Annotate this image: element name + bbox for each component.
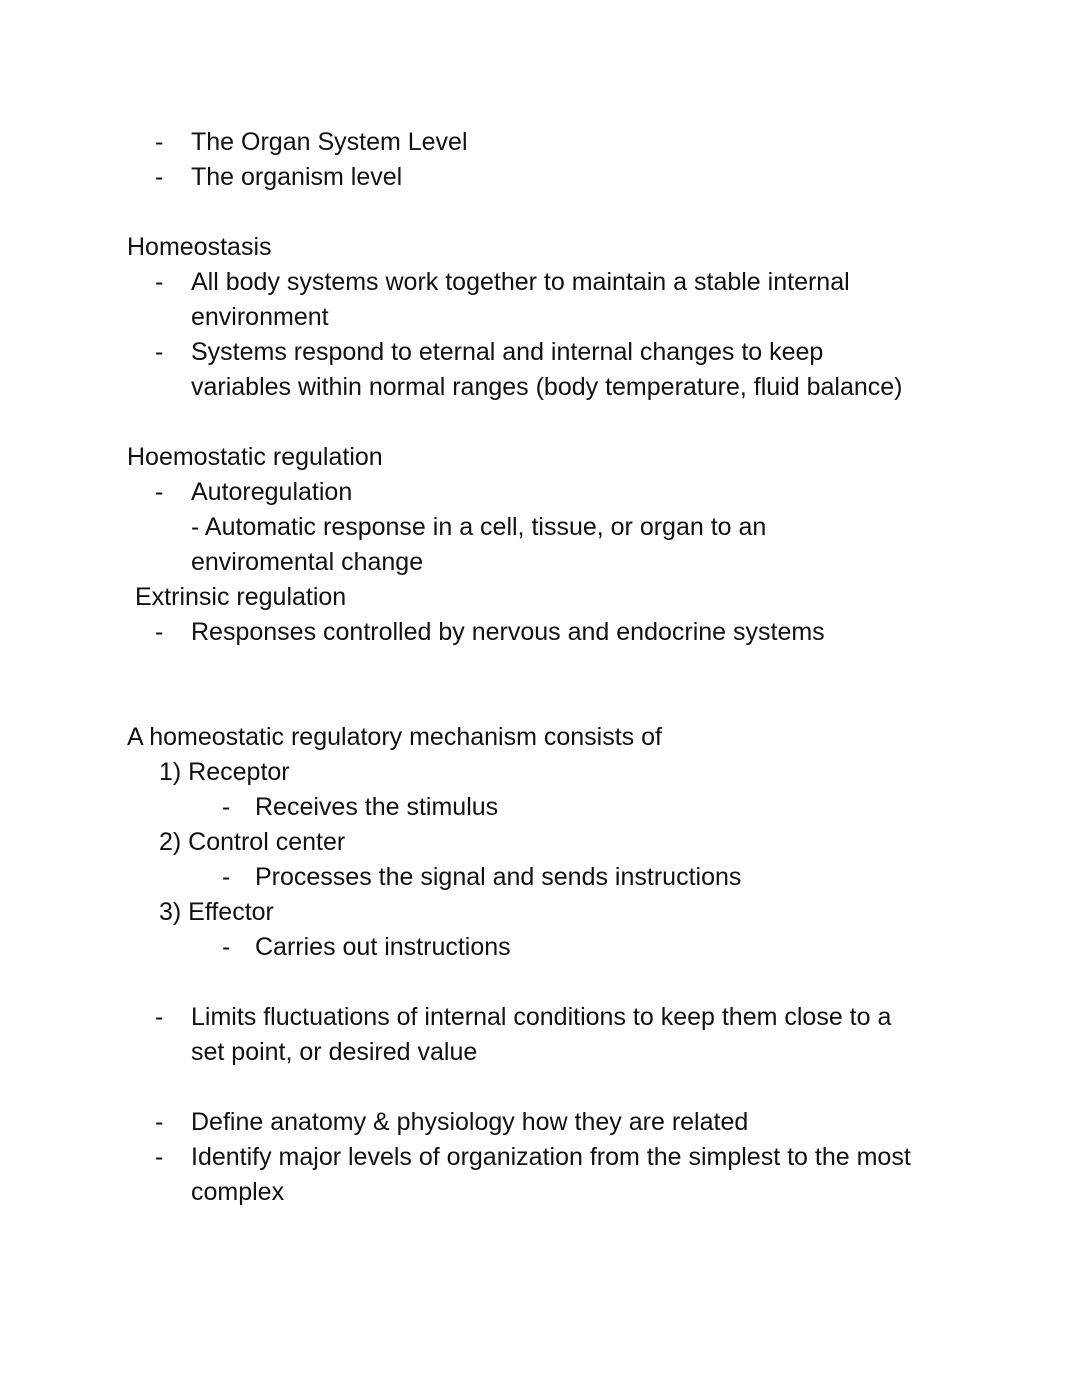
mechanism-step-control-center-desc: Processes the signal and sends instructions xyxy=(255,863,742,891)
bullet-dash: - xyxy=(155,1003,164,1031)
bullet-dash: - xyxy=(222,933,231,961)
autoregulation-desc-line-1: - Automatic response in a cell, tissue, or organ to an xyxy=(191,513,767,541)
mechanism-step-control-center: 2) Control center xyxy=(159,828,346,856)
extrinsic-regulation-desc: Responses controlled by nervous and endocrine systems xyxy=(191,618,825,646)
mechanism-step-receptor-desc: Receives the stimulus xyxy=(255,793,499,821)
mechanism-step-receptor: 1) Receptor xyxy=(159,758,290,786)
bullet-dash: - xyxy=(155,478,164,506)
mechanism-heading: A homeostatic regulatory mechanism consists of xyxy=(127,723,662,751)
objective-define-anatomy: Define anatomy & physiology how they are related xyxy=(191,1108,749,1136)
bullet-dash: - xyxy=(155,1108,164,1136)
homeostasis-bullet-2-line-1: Systems respond to eternal and internal changes to keep xyxy=(191,338,824,366)
level-item-organ-system: The Organ System Level xyxy=(191,128,468,156)
objective-identify-levels-line-1: Identify major levels of organization from the simplest to the most xyxy=(191,1143,911,1171)
regulation-heading: Hoemostatic regulation xyxy=(127,443,383,471)
homeostasis-heading: Homeostasis xyxy=(127,233,272,261)
limits-fluctuations-line-2: set point, or desired value xyxy=(191,1038,478,1066)
extrinsic-regulation-heading: Extrinsic regulation xyxy=(135,583,347,611)
bullet-dash: - xyxy=(155,268,164,296)
autoregulation-desc-line-2: enviromental change xyxy=(191,548,424,576)
bullet-dash: - xyxy=(155,618,164,646)
bullet-dash: - xyxy=(155,128,164,156)
bullet-dash: - xyxy=(155,1143,164,1171)
bullet-dash: - xyxy=(155,163,164,191)
objective-identify-levels-line-2: complex xyxy=(191,1178,285,1206)
bullet-dash: - xyxy=(222,793,231,821)
mechanism-step-effector-desc: Carries out instructions xyxy=(255,933,511,961)
homeostasis-bullet-1-line-2: environment xyxy=(191,303,329,331)
bullet-dash: - xyxy=(222,863,231,891)
autoregulation-label: Autoregulation xyxy=(191,478,353,506)
limits-fluctuations-line-1: Limits fluctuations of internal conditions to keep them close to a xyxy=(191,1003,892,1031)
homeostasis-bullet-2-line-2: variables within normal ranges (body temperature, fluid balance) xyxy=(191,373,903,401)
homeostasis-bullet-1-line-1: All body systems work together to maintain a stable internal xyxy=(191,268,850,296)
bullet-dash: - xyxy=(155,338,164,366)
level-item-organism: The organism level xyxy=(191,163,403,191)
mechanism-step-effector: 3) Effector xyxy=(159,898,274,926)
